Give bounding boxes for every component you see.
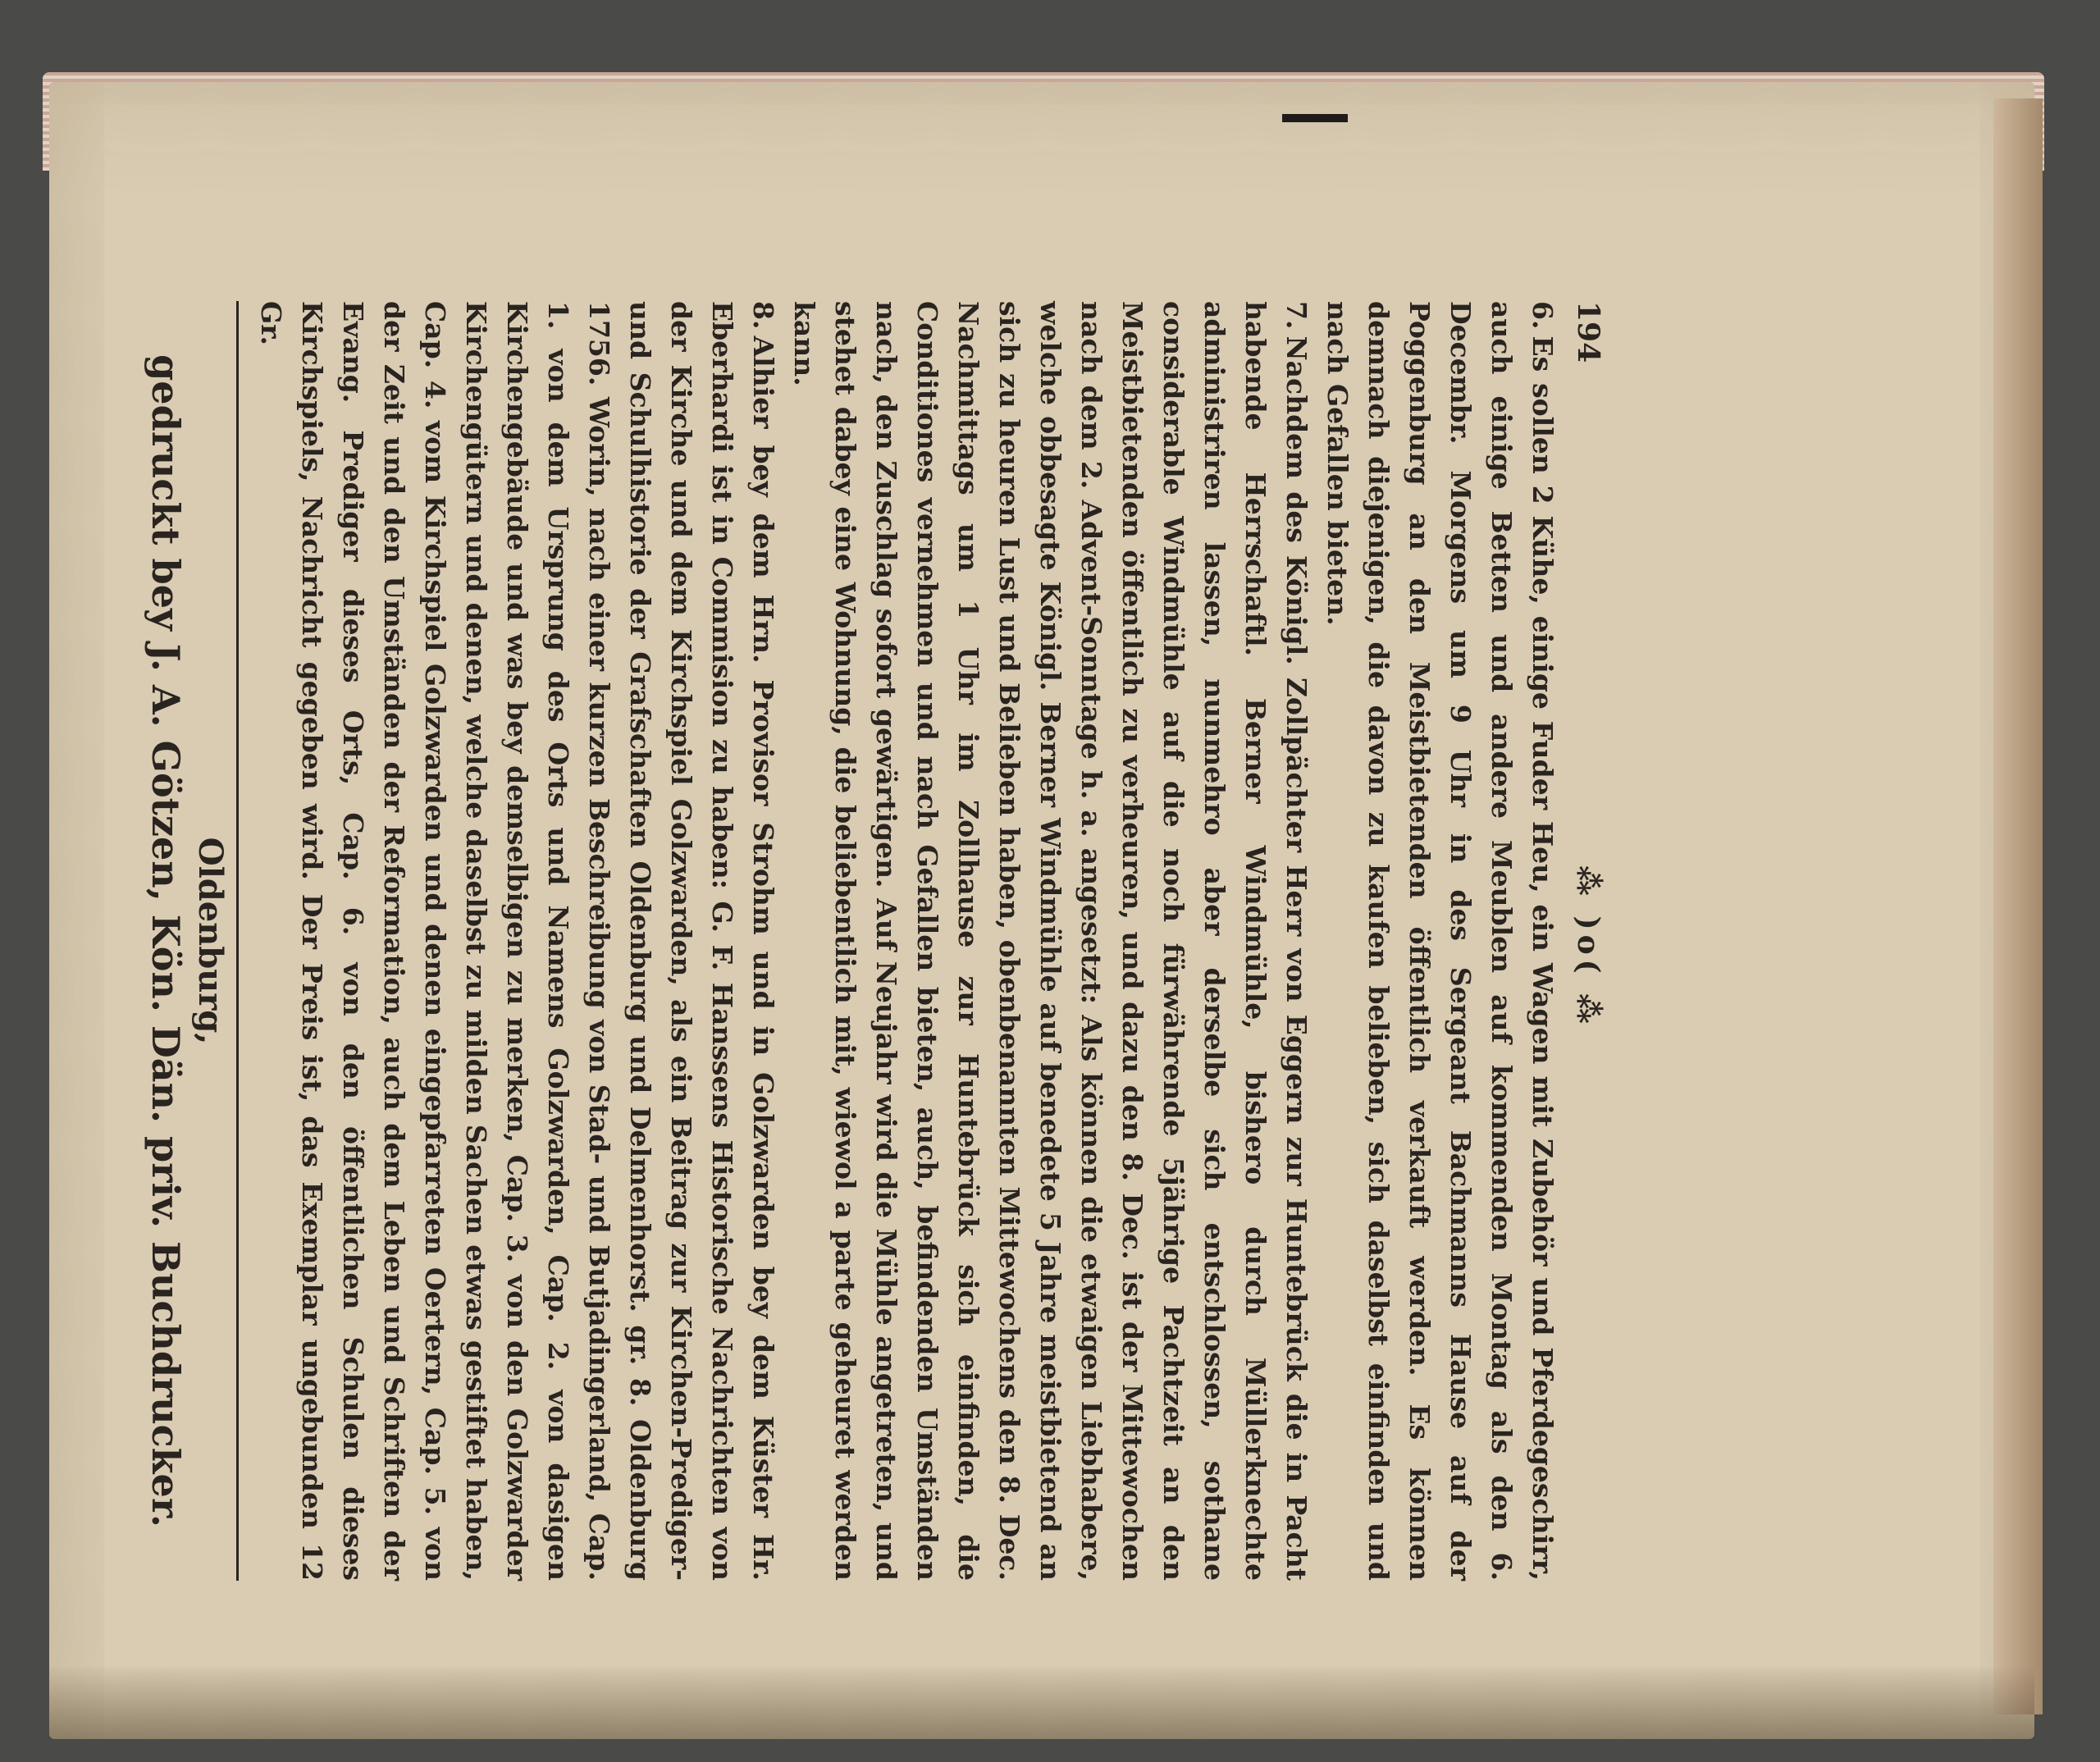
ink-mark: [1282, 114, 1348, 122]
imprint-printer: gedruckt bey J. A. Götzen, Kön. Dän. priv. Buchdrucker.: [144, 354, 188, 1527]
rotated-text-block: [144, 301, 1605, 1581]
entry-6: [1317, 301, 1563, 1581]
header-ornament: ⁂ )o( ⁂: [1571, 865, 1605, 1029]
imprint-place: Oldenburg,: [191, 837, 230, 1045]
entry-number: 7.: [1281, 301, 1312, 330]
gutter-shadow: [49, 1665, 2034, 1739]
page-stack-edge: [1993, 98, 2043, 1714]
entry-text: Es sollen 2 Kühe, einige Fuder Heu, ein Wagen mit Zubehör und Pferdegeschirr, auch einige Betten und andere Meublen auf kommenden Montag als den 6. Decembr. Morgens um 9 Uhr in des Sergeant Bachmanns Hause auf der Poggenburg an den Meistbietenden öffentlich verkauft werden. Es können demnach diejenigen, die davon zu kaufen belieben, sich daselbst einfinden und nach Gefallen bieten.: [1322, 301, 1559, 1581]
divider-rule: [236, 301, 239, 1581]
entry-number: 8.: [747, 301, 779, 330]
entry-8: [250, 301, 783, 1581]
entry-7: [783, 301, 1317, 1581]
page-number: 194: [1571, 301, 1605, 363]
running-header: [1571, 301, 1605, 1581]
entry-number: 6.: [1527, 301, 1559, 330]
entry-text: Alhier bey dem Hrn. Provisor Strohm und in Golzwarden bey dem Küster Hr. Eberhardi ist in Commision zu haben: G. F. Hanssens Historische Nachrichten von der Kirche und dem Kirchspiel Golzwarden, als ein Beitrag zur Kirchen-Prediger- und Schulhistorie der Grafschaften Oldenburg und Delmenhorst. gr. 8. Oldenburg 1756. Worin, nach einer kurzen Beschreibung von Stad- und Butjadingerland, Cap. 1. von dem Ursprung des Orts und Namens Golzwarden, Cap. 2. von dasigen Kirchengebäude und was bey demselbigen zu merken, Cap. 3. von den Golzwarder Kirchengütern und denen, welche daselbst zu milden Sachen etwas gestiftet haben, Cap. 4. vom Kirchspiel Golzwarden und denen eingepfarreten Oertern, Cap. 5. von der Zeit und den Umständen der Reformation, auch dem Leben und Schriften der Evang. Prediger dieses Orts, Cap. 6. von den öffentlichen Schulen dieses Kirchspiels, Nachricht gegeben wird. Der Preis ist, das Exemplar ungebunden 12 Gr.: [255, 301, 779, 1581]
entry-text: Nachdem des Königl. Zollpächter Herr von Eggern zur Huntebrück die in Pacht habende Herrschaftl. Berner Windmühle, bishero durch Müllerknechte administriren lassen, nunmehro aber derselbe sich entschlossen, sothane considerable Windmühle auf die noch fürwährende 5jährige Pachtzeit an den Meistbietenden öffentlich zu verheuren, und dazu den 8. Dec. ist der Mittewochen nach dem 2. Advent-Sonntage h. a. angesetzt: Als können die etwaigen Liebhabere, welche obbesagte Königl. Berner Windmühle auf benedete 5 Jahre meistbietend an sich zu heuren Lust und Belieben haben, obenbenannten Mittewochens den 8. Dec. Nachmittags um 1 Uhr im Zollhause zur Huntebrück sich einfinden, die Conditiones vernehmen und nach Gefallen bieten, auch, befindenden Umständen nach, den Zuschlag sofort gewärtigen. Auf Neujahr wird die Mühle angetreten, und stehet dabey eine Wohnung, die beliebentlich mit, wiewol a parte geheuret werden kann.: [788, 301, 1312, 1581]
